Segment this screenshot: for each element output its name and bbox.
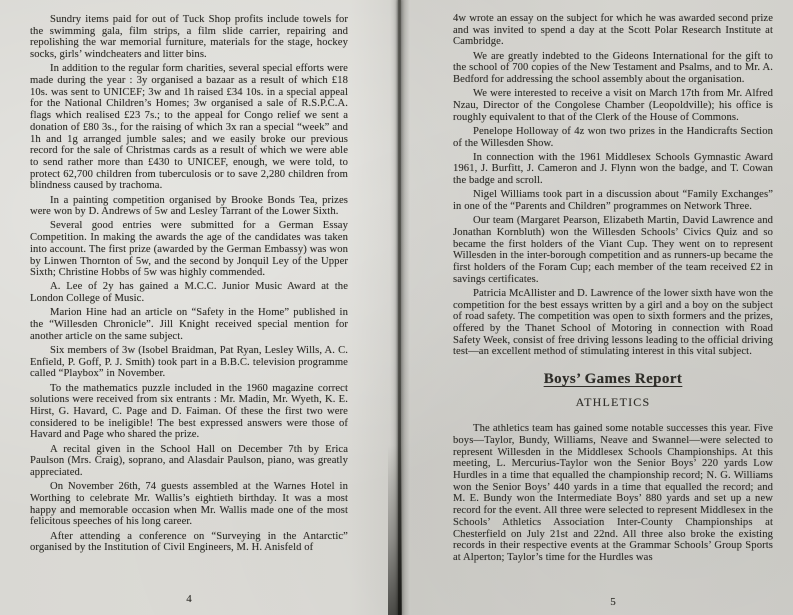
paragraph: Patricia McAllister and D. Lawrence of the lower sixth have won the competition for the best essays written by a girl and a boy on the subject of road safety. The competition was open to sixth formers and the prizes, offered by the Thanet School of Motoring in connection with Road Safety Week, consist of free driving lessons leading to the official driving test—an excellent method of stimulating interest in this vital subject. xyxy=(453,287,773,358)
paragraph: A. Lee of 2y has gained a M.C.C. Junior Music Award at the London College of Music. xyxy=(30,281,348,305)
page-left-text xyxy=(30,14,348,554)
section-title-boys-games-report: Boys’ Games Report xyxy=(543,371,683,388)
paragraph: A recital given in the School Hall on December 7th by Erica Paulson (Mrs. Craig), soprano, and Alasdair Paulson, piano, was greatly appreciated. xyxy=(30,443,348,479)
paragraph: In connection with the 1961 Middlesex Schools Gymnastic Award 1961, J. Burfitt, J. Cameron and J. Flynn won the badge, and T. Cowan the badge and scroll. xyxy=(453,151,773,187)
paragraph: To the mathematics puzzle included in the 1960 magazine correct solutions were received from six entrants : Mr. Madin, Mr. Wyeth, K. E. Hirst, G. Havard, C. Page and D. Faiman. Of these the first two were considered to be ineligible! The best expressed answers were those of Havard and Page who shared the prize. xyxy=(30,382,348,441)
paragraph: After attending a conference on “Surveying in the Antarctic” organised by the Institution of Civil Engineers, M. H. Anisfeld of xyxy=(30,530,348,554)
paragraph: Nigel Williams took part in a discussion about “Family Exchanges” in one of the “Parents and Children” programmes on Network Three. xyxy=(453,189,773,213)
paragraph: 4w wrote an essay on the subject for which he was awarded second prize and was invited to spend a day at the Scott Polar Research Institute at Cambridge. xyxy=(453,13,773,48)
section-subtitle-athletics: ATHLETICS xyxy=(575,395,651,410)
paragraph: We are greatly indebted to the Gideons International for the gift to the school of 700 copies of the New Testament and Psalms, and to Mr. A. Bedford for addressing the school assembly about the organisation. xyxy=(453,50,773,86)
page-right-text-top xyxy=(453,13,773,358)
paragraph: Sundry items paid for out of Tuck Shop profits include towels for the swimming gala, film strips, a film slide carrier, repairing and repolishing the war memorial furniture, materials for the stage, hockey socks, girls’ windcheaters and litter bins. xyxy=(30,14,348,61)
paragraph: In addition to the regular form charities, several special efforts were made during the year : 3y organised a bazaar as a result of which £18 10s. was sent to UNICEF; 3w and 1h raised £34 10s. in a special appeal for the National Children’s Homes; 3w organised a sale of R.S.P.C.A. flags which realised £23 7s.; to the appeal for Congo relief we sent a donation of £80 3s., for the raising of which 3x ran a special “week” and 1h and 1g arranged jumble sales; and we easily broke our previous record for the sale of Christmas cards as a result of which we were able to send rather more than £430 to UNICEF, enough, we were told, to protect 62,700 children from tuberculosis or to save 2,280 children from blindness caused by trachoma. xyxy=(30,63,348,192)
paragraph: Marion Hine had an article on “Safety in the Home” published in the “Willesden Chronicle”. Jill Knight received special mention for another article on the same subject. xyxy=(30,307,348,342)
page-right-text-athletics xyxy=(453,423,773,563)
page-right xyxy=(453,0,773,615)
paragraph: On November 26th, 74 guests assembled at the Warnes Hotel in Worthing to celebrate Mr. Wallis’s eightieth birthday. It was a most happy and memorable occasion when Mr. Wallis made one of the most felicitous speeches of his long career. xyxy=(30,481,348,528)
page-number-left: 4 xyxy=(186,593,192,605)
paragraph: The athletics team has gained some notable successes this year. Five boys—Taylor, Bundy, Williams, Neave and Swannel—were selected to represent Willesden in the Middlesex Schools Championships. At this meeting, L. Mercurius-Taylor won the Senior Boys’ 220 yards Low Hurdles in a time that equalled the championship record; N. G. Williams won the Senior Boys’ 440 yards in a time that equalled the record; and M. E. Bundy won the Intermediate Boys’ 880 yards and set up a new record for the event. All three were selected to represent Middlesex in the Schools’ Athletics Association Inter-County Championships at Chesterfield on July 21st and 22nd. All three also broke the existing records in their respective events at the Grammar Schools’ Group Sports at Alperton; Taylor’s time for the Hurdles was xyxy=(453,423,773,563)
book-spine-bottom-shadow xyxy=(388,445,402,615)
paragraph: In a painting competition organised by Brooke Bonds Tea, prizes were won by D. Andrews of 5w and Lesley Tarrant of the Lower Sixth. xyxy=(30,194,348,218)
paragraph: Six members of 3w (Isobel Braidman, Pat Ryan, Lesley Wills, A. C. Enfield, P. Goff, P. J. Smith) took part in a B.B.C. television programme called “Playbox” in November. xyxy=(30,344,348,380)
page-number-right: 5 xyxy=(610,596,616,608)
paragraph: Several good entries were submitted for a German Essay Competition. In making the awards the age of the candidates was taken into account. The first prize (awarded by the German Embassy) was won by Linwen Thornton of 5w, and the second by Jonquil Ley of the Upper Sixth; Christine Hobbs of 5w was highly commended. xyxy=(30,220,348,279)
paragraph: Our team (Margaret Pearson, Elizabeth Martin, David Lawrence and Jonathan Kornbluth) won the Willesden Schools’ Civics Quiz and so became the first holders of the Viant Cup. They went on to represent Willesden in the inter-borough competition and as runners-up became the first holders of the Foram Cup; each member of the team received £2 in savings certificates. xyxy=(453,215,773,285)
paragraph: Penelope Holloway of 4z won two prizes in the Handicrafts Section of the Willesden Show. xyxy=(453,125,773,149)
paragraph: We were interested to receive a visit on March 17th from Mr. Alfred Nzau, Director of the Congolese Chamber (Leopoldville); his office is roughly equivalent to that of the Clerk of the House of Commons. xyxy=(453,88,773,123)
page-left xyxy=(30,0,348,615)
